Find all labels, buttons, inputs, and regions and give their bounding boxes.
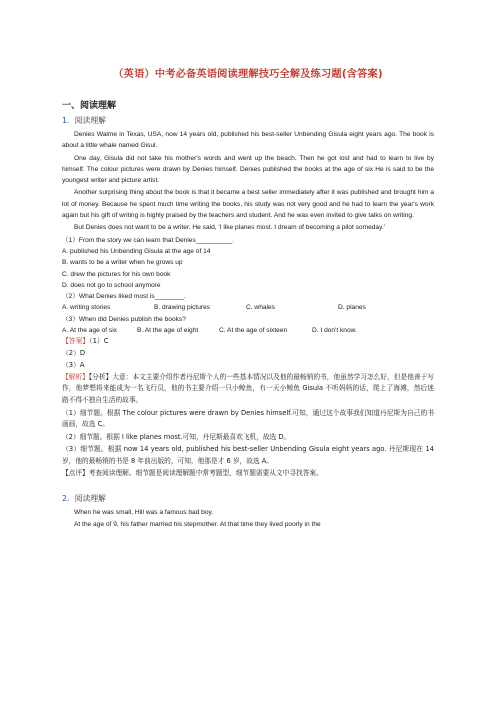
question-2-heading [62,493,434,504]
analysis-tag: 【解析】 [62,372,89,381]
analysis-detail: （3）细节题。根据 now 14 years old, published his best-seller Unbending Gisula eight years ago. 丹尼斯现在 14 岁，他的最畅销的书是 8 年前出版的，可知，他那是才 6 岁，故选 A。 [62,445,434,465]
option-row [62,302,434,313]
option: C. drew the pictures for his own book [62,270,171,278]
passage-paragraph: Denies Walme in Texas, USA, now 14 years old, published his best-seller Unbending Gisula eight years ago. The book is about a little whale named Gisul. [62,131,434,150]
passage-paragraph: But Denies does not want to be a writer. He said, 'I like planes most. I dream of becoming a pilot someday.' [74,224,385,232]
option: C. whales [246,304,275,312]
question-1-heading [62,115,434,126]
question-number: 1． [62,116,75,125]
analysis-paragraph [62,372,434,407]
option: B. At the age of eight [137,327,199,335]
option: B. wants to be a writer when he grows up [62,259,183,267]
option: D. does not go to school anymore [62,281,161,289]
sub-question-2-stem: （2）What Denies liked most is________. [62,293,186,301]
passage-paragraph: One day, Gisula did not take his mother's words and went up the beach. Then he got lost and had to learn to live by himself. The colour pictures were drawn by Denies himself. Denies published the books at the age of six He is said to be the youngest writer and picture artist. [62,154,434,185]
analysis-text: 【分析】大意：本文主要介绍作者丹尼斯个人的一些基本情况以及他的最畅销的书，他虽然学习怎么好，但是他善于写作，他梦想将来能成为一名飞行员，他的书主要介绍一只小鲸鱼，有一天小鲸鱼 Gisula 不听妈妈的话，爬上了海滩，然后迷路不得不独自生活的故事。 [62,372,434,404]
answer-line [62,336,434,348]
comment: 【点评】考查阅读理解。细节题是阅读理解题中常考题型，细节题需要从文中寻找答案。 [62,469,323,478]
answer-value: （2）D [62,349,86,358]
option: D. I don't know. [312,327,357,335]
question-type: 阅读理解 [74,116,106,125]
question-type: 阅读理解 [74,494,106,504]
answer-value: （3）A [62,360,85,369]
passage-paragraph: At the age of 9, his father married his stepmother. At that time they lived poorly in the [74,521,321,529]
passage-paragraph: Another surprising thing about the book is that it became a best seller immediately after it was published and brought him a lot of money. Because he spent much time writing the books, his study was not very good and he had to learn the year's work again but his gift of writing is highly praised by the teachers and student. And he was even invited to give talks on writing. [62,189,434,220]
option-row [62,325,434,336]
sub-question-1-stem: （1）From the story we can learn that Denies__________. [62,236,235,244]
answer-value: （1）C [89,337,109,346]
question-number: 2． [62,494,75,504]
option: A. At the age of six [62,327,117,335]
sub-question-3-stem: （3）When did Denies publish the books? [62,315,186,323]
document-title: （英语）中考必备英语阅读理解技巧全解及练习题(含答案) [113,69,383,80]
option: D. planes [338,304,366,312]
option: A. published his Unbending Gisula at the age of 14 [62,247,211,255]
answer-tag: 【答案】 [62,337,90,346]
option: C. At the age of sixteen [219,327,288,335]
option: B. drawing pictures [154,304,211,312]
section-heading: 一、阅读理解 [62,101,117,111]
passage-paragraph: When he was small, Hill was a famous bad boy. [74,509,214,517]
option: A. writing stories [62,304,111,312]
analysis-detail: （2）细节题。根据 I like planes most.可知，丹尼斯最喜欢飞机，故选 D。 [62,432,291,441]
analysis-detail: （1）细节题。根据 The colour pictures were drawn by Denies himself.可知，通过这个故事我们知道丹尼斯为自己的书画画，故选 C。 [62,408,434,429]
